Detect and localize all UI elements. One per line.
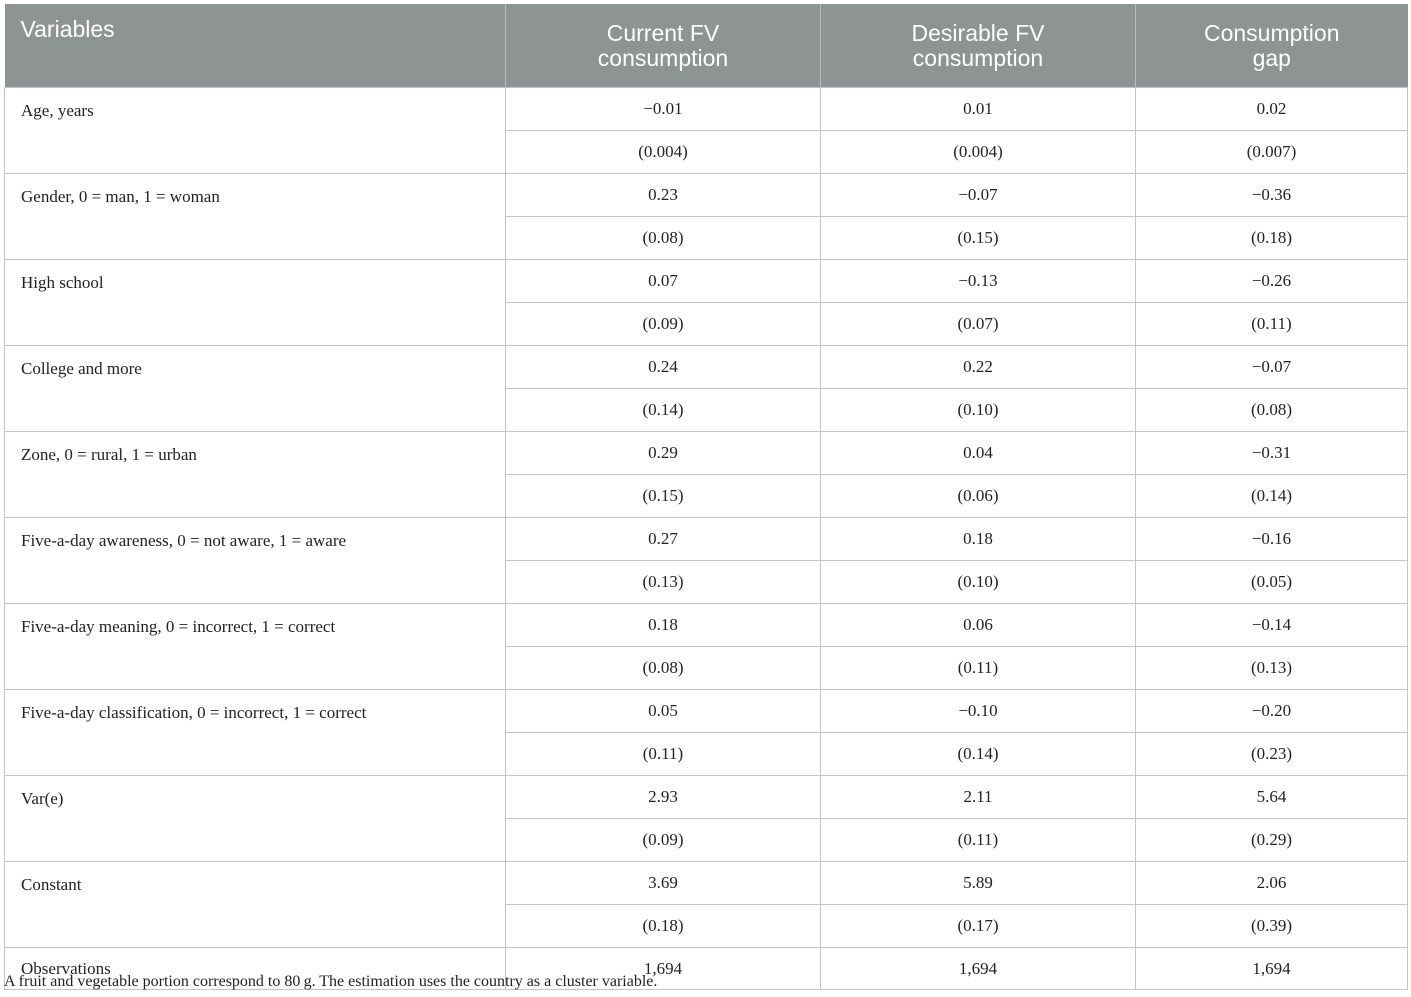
header-line: Desirable FV: [911, 19, 1045, 46]
header-row: [5, 4, 1408, 88]
header-line: gap: [1252, 44, 1291, 71]
coefficient-cell: 0.06: [821, 604, 1136, 647]
header-line: Consumption: [1203, 19, 1340, 46]
standard-error-cell: (0.07): [821, 303, 1136, 346]
standard-error-cell: (0.10): [821, 389, 1136, 432]
header-column-2: [821, 4, 1136, 88]
coefficient-cell: −0.26: [1136, 260, 1408, 303]
standard-error-cell: (0.15): [506, 475, 821, 518]
variable-label: Five-a-day awareness, 0 = not aware, 1 = aware: [5, 518, 506, 604]
standard-error-cell: (0.08): [506, 647, 821, 690]
coefficient-cell: −0.31: [1136, 432, 1408, 475]
table-row-coefficient: [5, 88, 1408, 131]
standard-error-cell: (0.05): [1136, 561, 1408, 604]
observations-cell: 1,694: [821, 948, 1136, 990]
coefficient-cell: 5.64: [1136, 776, 1408, 819]
table-body: [5, 88, 1408, 990]
coefficient-cell: 0.18: [506, 604, 821, 647]
table-row-coefficient: [5, 776, 1408, 819]
standard-error-cell: (0.06): [821, 475, 1136, 518]
coefficient-cell: −0.01: [506, 88, 821, 131]
coefficient-cell: −0.07: [821, 174, 1136, 217]
standard-error-cell: (0.13): [1136, 647, 1408, 690]
table-row-coefficient: [5, 346, 1408, 389]
coefficient-cell: −0.13: [821, 260, 1136, 303]
variable-label: Five-a-day classification, 0 = incorrect, 1 = correct: [5, 690, 506, 776]
coefficient-cell: 0.23: [506, 174, 821, 217]
table-row-coefficient: [5, 432, 1408, 475]
coefficient-cell: 2.11: [821, 776, 1136, 819]
standard-error-cell: (0.29): [1136, 819, 1408, 862]
standard-error-cell: (0.11): [821, 819, 1136, 862]
coefficient-cell: −0.16: [1136, 518, 1408, 561]
variable-label: Age, years: [5, 88, 506, 174]
coefficient-cell: 2.06: [1136, 862, 1408, 905]
table-row-coefficient: [5, 260, 1408, 303]
standard-error-cell: (0.007): [1136, 131, 1408, 174]
standard-error-cell: (0.08): [506, 217, 821, 260]
standard-error-cell: (0.14): [506, 389, 821, 432]
standard-error-cell: (0.11): [821, 647, 1136, 690]
table-row-coefficient: [5, 518, 1408, 561]
coefficient-cell: −0.20: [1136, 690, 1408, 733]
variable-label: Gender, 0 = man, 1 = woman: [5, 174, 506, 260]
standard-error-cell: (0.004): [506, 131, 821, 174]
standard-error-cell: (0.004): [821, 131, 1136, 174]
coefficient-cell: −0.07: [1136, 346, 1408, 389]
standard-error-cell: (0.11): [1136, 303, 1408, 346]
header-column-1: [506, 4, 821, 88]
header-line: consumption: [912, 44, 1044, 71]
standard-error-cell: (0.14): [821, 733, 1136, 776]
variable-label: Var(e): [5, 776, 506, 862]
variable-label: College and more: [5, 346, 506, 432]
header-line: Variables: [20, 16, 115, 42]
observations-cell: 1,694: [506, 948, 821, 990]
standard-error-cell: (0.18): [1136, 217, 1408, 260]
variable-label: Constant: [5, 862, 506, 948]
standard-error-cell: (0.09): [506, 303, 821, 346]
table-row-coefficient: [5, 862, 1408, 905]
coefficient-cell: 5.89: [821, 862, 1136, 905]
coefficient-cell: 0.27: [506, 518, 821, 561]
observations-cell: 1,694: [1136, 948, 1408, 990]
coefficient-cell: 0.02: [1136, 88, 1408, 131]
coefficient-cell: 0.04: [821, 432, 1136, 475]
variable-label: Five-a-day meaning, 0 = incorrect, 1 = correct: [5, 604, 506, 690]
table-row-coefficient: [5, 604, 1408, 647]
standard-error-cell: (0.23): [1136, 733, 1408, 776]
variable-label: Observations: [5, 948, 506, 990]
variable-label: Zone, 0 = rural, 1 = urban: [5, 432, 506, 518]
coefficient-cell: 0.18: [821, 518, 1136, 561]
coefficient-cell: −0.14: [1136, 604, 1408, 647]
standard-error-cell: (0.39): [1136, 905, 1408, 948]
table-row-coefficient: [5, 690, 1408, 733]
coefficient-cell: 0.29: [506, 432, 821, 475]
coefficient-cell: 0.22: [821, 346, 1136, 389]
variable-label: High school: [5, 260, 506, 346]
coefficient-cell: −0.10: [821, 690, 1136, 733]
coefficient-cell: 3.69: [506, 862, 821, 905]
standard-error-cell: (0.10): [821, 561, 1136, 604]
table-row-coefficient: [5, 174, 1408, 217]
standard-error-cell: (0.17): [821, 905, 1136, 948]
coefficient-cell: 0.05: [506, 690, 821, 733]
header-variables: [5, 4, 506, 88]
standard-error-cell: (0.09): [506, 819, 821, 862]
coefficient-cell: 0.01: [821, 88, 1136, 131]
coefficient-cell: 0.24: [506, 346, 821, 389]
table-footnote: A fruit and vegetable portion correspond to 80 g. The estimation uses the country as a cluster variable.: [4, 973, 658, 990]
header-column-3: [1136, 4, 1408, 88]
standard-error-cell: (0.08): [1136, 389, 1408, 432]
standard-error-cell: (0.13): [506, 561, 821, 604]
header-line: consumption: [597, 44, 729, 71]
coefficient-cell: 0.07: [506, 260, 821, 303]
header-line: Current FV: [606, 19, 720, 46]
regression-table: [4, 4, 1408, 990]
standard-error-cell: (0.11): [506, 733, 821, 776]
standard-error-cell: (0.15): [821, 217, 1136, 260]
standard-error-cell: (0.18): [506, 905, 821, 948]
coefficient-cell: −0.36: [1136, 174, 1408, 217]
standard-error-cell: (0.14): [1136, 475, 1408, 518]
coefficient-cell: 2.93: [506, 776, 821, 819]
table-header: [5, 4, 1408, 88]
